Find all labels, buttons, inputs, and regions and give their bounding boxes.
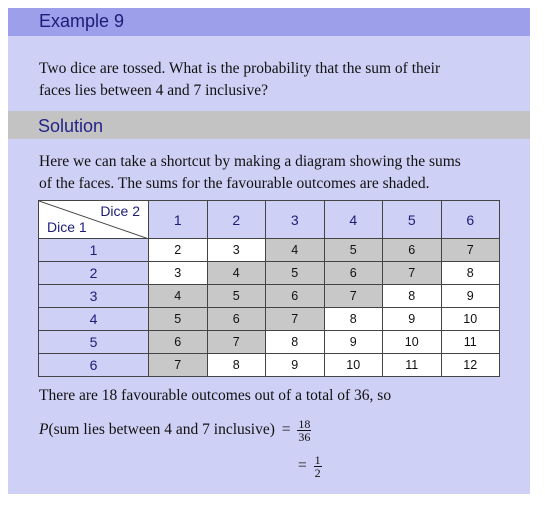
column-header: 5 xyxy=(383,201,442,239)
sum-cell: 10 xyxy=(324,354,383,377)
fraction-18-36 xyxy=(297,418,311,443)
dice-sum-table xyxy=(38,200,500,377)
sum-cell: 2 xyxy=(149,239,208,262)
sum-cell-favourable: 7 xyxy=(441,239,500,262)
sum-cell: 11 xyxy=(441,331,500,354)
sum-cell: 8 xyxy=(441,262,500,285)
sum-cell: 9 xyxy=(324,331,383,354)
sum-cell-favourable: 4 xyxy=(149,285,208,308)
sum-cell-favourable: 6 xyxy=(266,285,325,308)
sum-cell: 3 xyxy=(207,239,266,262)
column-header: 1 xyxy=(149,201,208,239)
table-corner-cell xyxy=(39,201,149,239)
sum-cell-favourable: 5 xyxy=(149,308,208,331)
solution-header xyxy=(8,111,530,139)
row-header: 2 xyxy=(39,262,149,285)
table-row xyxy=(39,354,500,377)
row-header: 6 xyxy=(39,354,149,377)
fraction-numerator: 18 xyxy=(298,417,311,431)
dice-2-label: Dice 2 xyxy=(100,203,140,219)
probability-equation-1 xyxy=(39,418,311,443)
example-title: Example 9 xyxy=(39,11,125,31)
sum-cell-favourable: 7 xyxy=(207,331,266,354)
sum-cell: 9 xyxy=(383,308,442,331)
row-header: 4 xyxy=(39,308,149,331)
row-header: 3 xyxy=(39,285,149,308)
equals-sign: = xyxy=(298,457,307,475)
sum-cell: 10 xyxy=(383,331,442,354)
example-card xyxy=(8,8,530,494)
solution-intro-line-1: Here we can take a shortcut by making a diagram showing the sums xyxy=(39,153,461,170)
sum-cell: 10 xyxy=(441,308,500,331)
row-header: 5 xyxy=(39,331,149,354)
table-row xyxy=(39,239,500,262)
solution-title: Solution xyxy=(38,116,104,136)
sum-cell-favourable: 5 xyxy=(324,239,383,262)
question-text xyxy=(39,58,440,102)
sum-cell-favourable: 5 xyxy=(207,285,266,308)
sum-cell-favourable: 7 xyxy=(324,285,383,308)
table-row xyxy=(39,308,500,331)
column-header: 6 xyxy=(441,201,500,239)
sum-cell: 3 xyxy=(149,262,208,285)
fraction-numerator: 1 xyxy=(314,453,321,467)
solution-intro-line-2: of the faces. The sums for the favourable outcomes are shaded. xyxy=(39,175,430,192)
sum-cell-favourable: 4 xyxy=(266,239,325,262)
sum-cell: 8 xyxy=(266,331,325,354)
column-header: 4 xyxy=(324,201,383,239)
column-header: 2 xyxy=(207,201,266,239)
example-header xyxy=(8,8,530,36)
probability-equation-2 xyxy=(298,454,322,479)
sum-cell: 9 xyxy=(441,285,500,308)
equals-sign: = xyxy=(281,421,291,439)
probability-expression: (sum lies between 4 and 7 inclusive) xyxy=(48,421,275,439)
sum-cell-favourable: 6 xyxy=(383,239,442,262)
probability-symbol: P xyxy=(39,421,49,439)
solution-intro xyxy=(39,151,461,195)
fraction-1-2 xyxy=(314,454,322,479)
sum-cell: 8 xyxy=(207,354,266,377)
sum-cell-favourable: 7 xyxy=(383,262,442,285)
table-header-row xyxy=(39,201,500,239)
column-header: 3 xyxy=(266,201,325,239)
row-header: 1 xyxy=(39,239,149,262)
sum-cell-favourable: 7 xyxy=(266,308,325,331)
fraction-denominator: 2 xyxy=(314,466,321,480)
sum-cell-favourable: 6 xyxy=(207,308,266,331)
sum-cell-favourable: 5 xyxy=(266,262,325,285)
sum-cell-favourable: 6 xyxy=(324,262,383,285)
sum-cell: 8 xyxy=(383,285,442,308)
sum-cell-favourable: 4 xyxy=(207,262,266,285)
table-row xyxy=(39,331,500,354)
sum-cell-favourable: 6 xyxy=(149,331,208,354)
sum-cell: 8 xyxy=(324,308,383,331)
fraction-denominator: 36 xyxy=(298,430,311,444)
sum-cell: 9 xyxy=(266,354,325,377)
question-line-2: faces lies between 4 and 7 inclusive? xyxy=(39,82,268,99)
dice-1-label: Dice 1 xyxy=(47,219,87,235)
table-row xyxy=(39,262,500,285)
sum-cell-favourable: 7 xyxy=(149,354,208,377)
sum-cell: 12 xyxy=(441,354,500,377)
table-row xyxy=(39,285,500,308)
conclusion-sentence: There are 18 favourable outcomes out of a total of 36, so xyxy=(39,387,392,404)
sum-cell: 11 xyxy=(383,354,442,377)
question-line-1: Two dice are tossed. What is the probability that the sum of their xyxy=(39,60,441,77)
